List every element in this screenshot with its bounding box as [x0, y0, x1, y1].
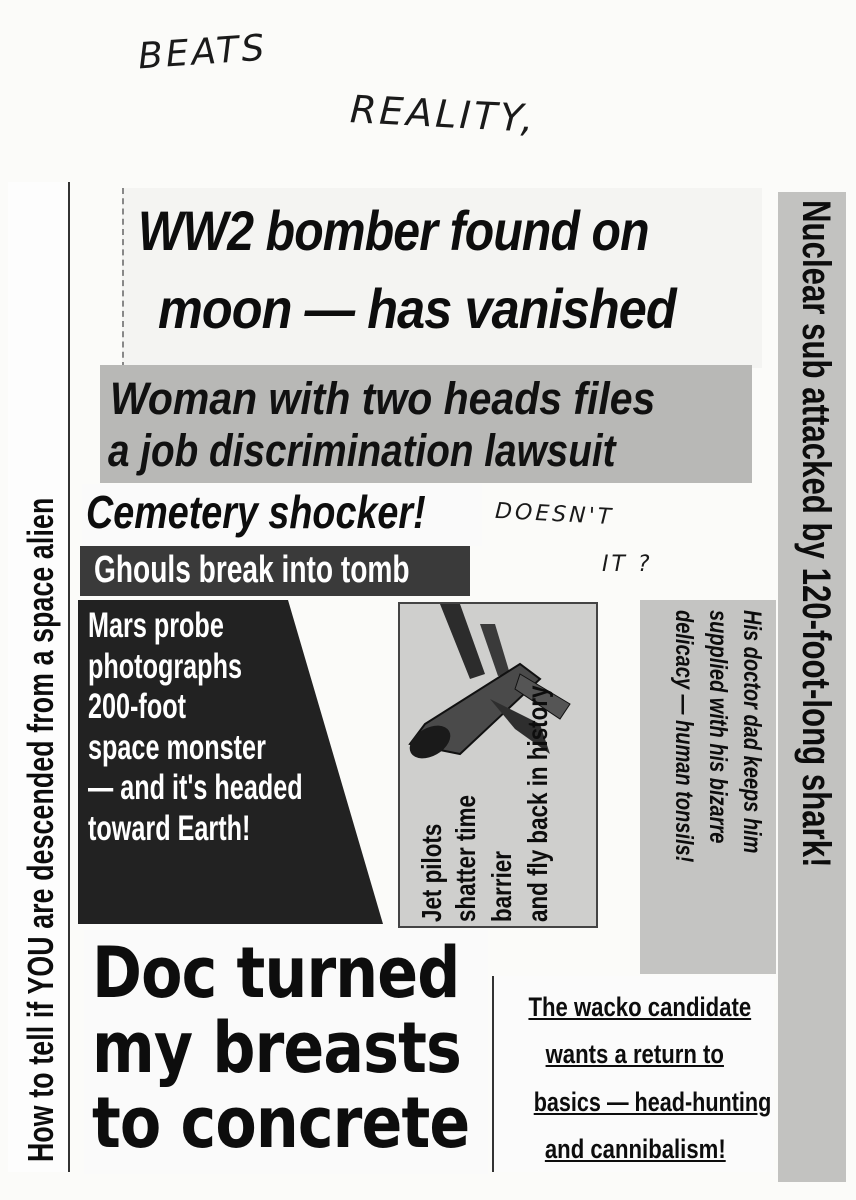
doc-line3: to concrete [92, 1081, 470, 1164]
clipping-space-alien [8, 182, 70, 1172]
doctor-line3: delicacy — human tonsils! [670, 610, 698, 863]
wacko-line1: The wacko candidate [528, 992, 752, 1022]
clipping-wacko-candidate [492, 976, 774, 1172]
jet-fighter-illustration [400, 604, 598, 804]
two-heads-line1: Woman with two heads files [110, 373, 656, 424]
mars-line5: — and it's headed [88, 768, 303, 808]
nuclear-sub-headline: Nuclear sub attacked by 120-foot-long shark! [794, 200, 838, 868]
mars-line2: photographs [88, 646, 242, 686]
clipping-doc-concrete [84, 930, 488, 1174]
jet-line1: Jet pilots [416, 823, 447, 922]
mars-line3: 200-foot [88, 687, 187, 727]
doctor-line1: His doctor dad keeps him [738, 610, 766, 854]
handwritten-beats: BEATS [136, 27, 269, 78]
mars-line4: space monster [88, 727, 266, 767]
clipping-ww2-bomber [122, 188, 762, 368]
doctor-line2: supplied with his bizarre [704, 610, 732, 844]
clipping-nuclear-sub [778, 192, 846, 1182]
ghouls-headline: Ghouls break into tomb [94, 549, 410, 591]
clipping-cemetery [82, 484, 482, 546]
doc-line1: Doc turned [92, 932, 460, 1014]
clipping-two-heads [100, 365, 752, 483]
doc-line2: my breasts [92, 1006, 462, 1089]
clipping-doctor-dad [640, 600, 776, 974]
wacko-line3: basics — head-hunting [533, 1086, 772, 1117]
wacko-line4: and cannibalism! [544, 1133, 726, 1164]
jet-line3: barrier [486, 851, 517, 922]
handwritten-doesnt: DOESN'T [494, 498, 615, 531]
space-alien-headline: How to tell if YOU are descended from a space alien [20, 497, 61, 1162]
mars-line6: toward Earth! [88, 808, 251, 848]
clipping-mars-probe [78, 600, 398, 924]
handwritten-it: IT ? [602, 552, 653, 577]
handwritten-reality: REALITY, [348, 87, 538, 141]
ww2-bomber-line2: moon — has vanished [158, 277, 676, 340]
jet-line4: and fly back in history [522, 685, 553, 922]
wacko-line2: wants a return to [545, 1039, 725, 1070]
two-heads-line2: a job discrimination lawsuit [108, 425, 616, 476]
clipping-jet-pilots [398, 602, 598, 928]
clipping-ghouls [80, 546, 470, 596]
cemetery-headline: Cemetery shocker! [86, 486, 426, 538]
mars-line1: Mars probe [88, 606, 224, 645]
jet-line2: shatter time [450, 795, 481, 922]
ww2-bomber-line1: WW2 bomber found on [138, 199, 649, 262]
